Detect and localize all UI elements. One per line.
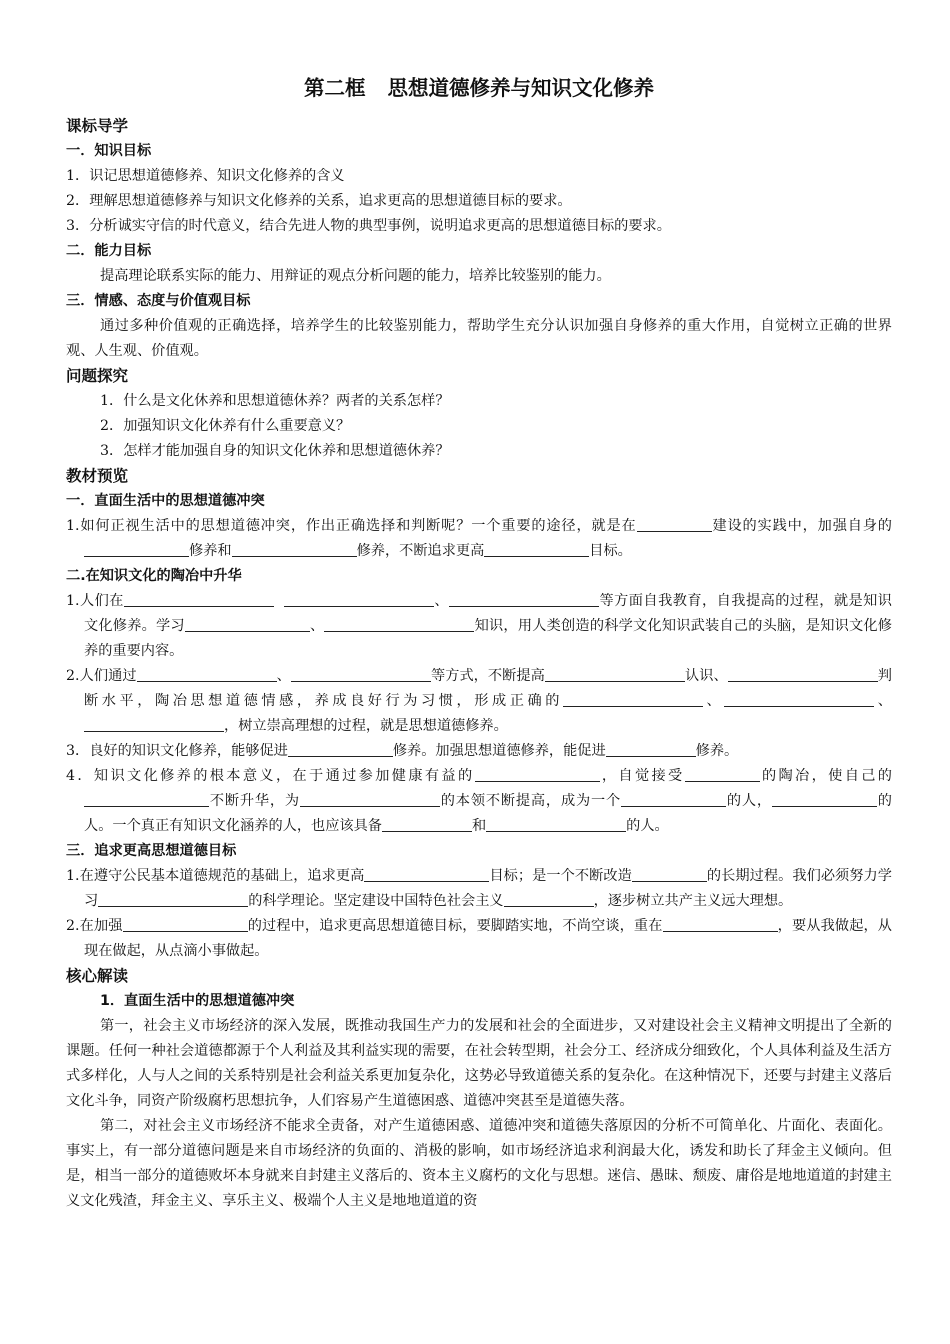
title-part-1: 第二框: [304, 76, 366, 100]
fill-blank[interactable]: [84, 540, 189, 557]
fill-blank[interactable]: [724, 690, 874, 707]
fill-blank[interactable]: [98, 890, 248, 907]
preview-s1-heading: 一．直面生活中的思想道德冲突: [66, 493, 265, 509]
section-preview-heading: 教材预览: [66, 467, 129, 485]
fill-blank[interactable]: [324, 615, 474, 632]
fill-blank[interactable]: [137, 665, 277, 682]
fill-blank[interactable]: [123, 915, 248, 932]
fill-blank[interactable]: [185, 615, 310, 632]
fill-blank[interactable]: [300, 790, 440, 807]
core-paragraph-2: 第二，对社会主义市场经济不能求全责备，对产生道德困惑、道德冲突和道德失落原因的分析不可简单化、片面化、表面化。事实上，有一部分道德问题是来自市场经济的负面的、消极的影响，如市场经济追求利润最大化，诱发和助长了拜金主义倾向。但是，相当一部分的道德败坏本身就来自封建主义落后的、资本主义腐朽的文化与思想。迷信、愚昧、颓废、庸俗是地地道道的封建主义文化残渣，拜金主义、享乐主义、极端个人主义是地地道道的资: [66, 1118, 892, 1209]
ability-goal-text: 提高理论联系实际的能力、用辩证的观点分析问题的能力，培养比较鉴别的能力。: [100, 268, 611, 284]
fill-blank[interactable]: [772, 790, 877, 807]
preview-s2-item-4: 4．知识文化修养的根本意义，在于通过参加健康有益的 ，自觉接受 的陶冶，使自己的不断升华，为 的本领不断提高，成为一个 的人， 的人。一个真正有知识文化涵养的人，也应该具备 和 的人。: [66, 764, 892, 839]
fill-blank[interactable]: [291, 665, 431, 682]
ability-goal-heading: 二．能力目标: [66, 243, 152, 259]
core-paragraph-1: 第一，社会主义市场经济的深入发展，既推动我国生产力的发展和社会的全面进步，又对建设社会主义精神文明提出了全新的课题。任何一种社会道德都源于个人利益及其利益实现的需要，在社会转型期，社会分工、经济成分细致化，个人具体利益及生活方式多样化，人与人之间的关系特别是社会利益关系更加复杂化，这势必导致道德关系的复杂化。在这种情况下，还要与封建主义落后文化斗争，同资产阶级腐朽思想抗争，人们容易产生道德困惑、道德冲突甚至是道德失落。: [66, 1018, 892, 1109]
fill-blank[interactable]: [663, 915, 778, 932]
section-core-heading: 核心解读: [66, 967, 129, 985]
fill-blank[interactable]: [685, 765, 760, 782]
fill-blank[interactable]: [818, 665, 878, 682]
inquiry-item: 2．加强知识文化休养有什么重要意义？: [100, 418, 351, 434]
fill-blank[interactable]: [449, 590, 599, 607]
fill-blank[interactable]: [288, 740, 393, 757]
page-title: [66, 70, 892, 106]
knowledge-goal-item: 2．理解思想道德修养与知识文化修养的关系，追求更高的思想道德目标的要求。: [66, 193, 572, 209]
fill-blank[interactable]: [382, 815, 472, 832]
fill-blank[interactable]: [563, 690, 703, 707]
inquiry-item: 1．什么是文化休养和思想道德休养？两者的关系怎样？: [100, 393, 450, 409]
knowledge-goal-item: 1．识记思想道德修养、知识文化修养的含义: [66, 168, 345, 184]
fill-blank[interactable]: [232, 540, 357, 557]
fill-blank[interactable]: [284, 590, 434, 607]
preview-s3-heading: 三．追求更高思想道德目标: [66, 843, 237, 859]
fill-blank[interactable]: [484, 540, 589, 557]
fill-blank[interactable]: [504, 890, 594, 907]
preview-s2-heading: 二.在知识文化的陶冶中升华: [66, 568, 242, 584]
fill-blank[interactable]: [545, 665, 685, 682]
section-guide-heading: 课标导学: [66, 117, 129, 135]
preview-s2-item-3: 3．良好的知识文化修养，能够促进 修养。加强思想道德修养，能促进 修养。: [66, 739, 892, 764]
preview-s2-item-1: 1.人们在 、 等方面自我教育，自我提高的过程，就是知识文化修养。学习 、 知识，用人类创造的科学文化知识武装自己的头脑，是知识文化修养的重要内容。: [66, 589, 892, 664]
fill-blank[interactable]: [486, 815, 626, 832]
fill-blank[interactable]: [606, 740, 696, 757]
fill-blank[interactable]: [728, 665, 818, 682]
document-page: [66, 70, 892, 1214]
fill-blank[interactable]: [364, 865, 489, 882]
fill-blank[interactable]: [84, 790, 209, 807]
emotion-goal-heading: 三．情感、态度与价值观目标: [66, 293, 251, 309]
fill-blank[interactable]: [84, 715, 224, 732]
emotion-goal-text: 通过多种价值观的正确选择，培养学生的比较鉴别能力，帮助学生充分认识加强自身修养的重大作用，自觉树立正确的世界观、人生观、价值观。: [66, 318, 892, 359]
knowledge-goal-item: 3．分析诚实守信的时代意义，结合先进人物的典型事例，说明追求更高的思想道德目标的要求。: [66, 218, 671, 234]
preview-s3-item-1: 1.在遵守公民基本道德规范的基础上，追求更高 目标；是一个不断改造 的长期过程。我们必须努力学习 的科学理论。坚定建设中国特色社会主义 ，逐步树立共产主义远大理想。: [66, 864, 892, 914]
section-inquiry-heading: 问题探究: [66, 367, 129, 385]
fill-blank[interactable]: [621, 790, 726, 807]
preview-s2-item-2: 2.人们通过 、 等方式，不断提高 认识、 判断水平，陶冶思想道德情感，养成良好行为习惯，形成正确的 、 、，树立崇高理想的过程，就是思想道德修养。: [66, 664, 892, 739]
fill-blank[interactable]: [124, 590, 274, 607]
title-part-2: 思想道德修养与知识文化修养: [387, 76, 654, 100]
fill-blank[interactable]: [632, 865, 707, 882]
fill-blank[interactable]: [637, 515, 712, 532]
preview-s1-item-1: 1.如何正视生活中的思想道德冲突，作出正确选择和判断呢？一个重要的途径，就是在 建设的实践中，加强自身的修养和 修养，不断追求更高 目标。: [66, 514, 892, 564]
knowledge-goal-heading: 一．知识目标: [66, 143, 152, 159]
preview-s3-item-2: 2.在加强 的过程中，追求更高思想道德目标，要脚踏实地，不尚空谈，重在 ，要从我做起，从现在做起，从点滴小事做起。: [66, 914, 892, 964]
fill-blank[interactable]: [475, 765, 600, 782]
core-subheading-1: 1．直面生活中的思想道德冲突: [100, 993, 295, 1009]
inquiry-item: 3．怎样才能加强自身的知识文化休养和思想道德休养？: [100, 443, 450, 459]
